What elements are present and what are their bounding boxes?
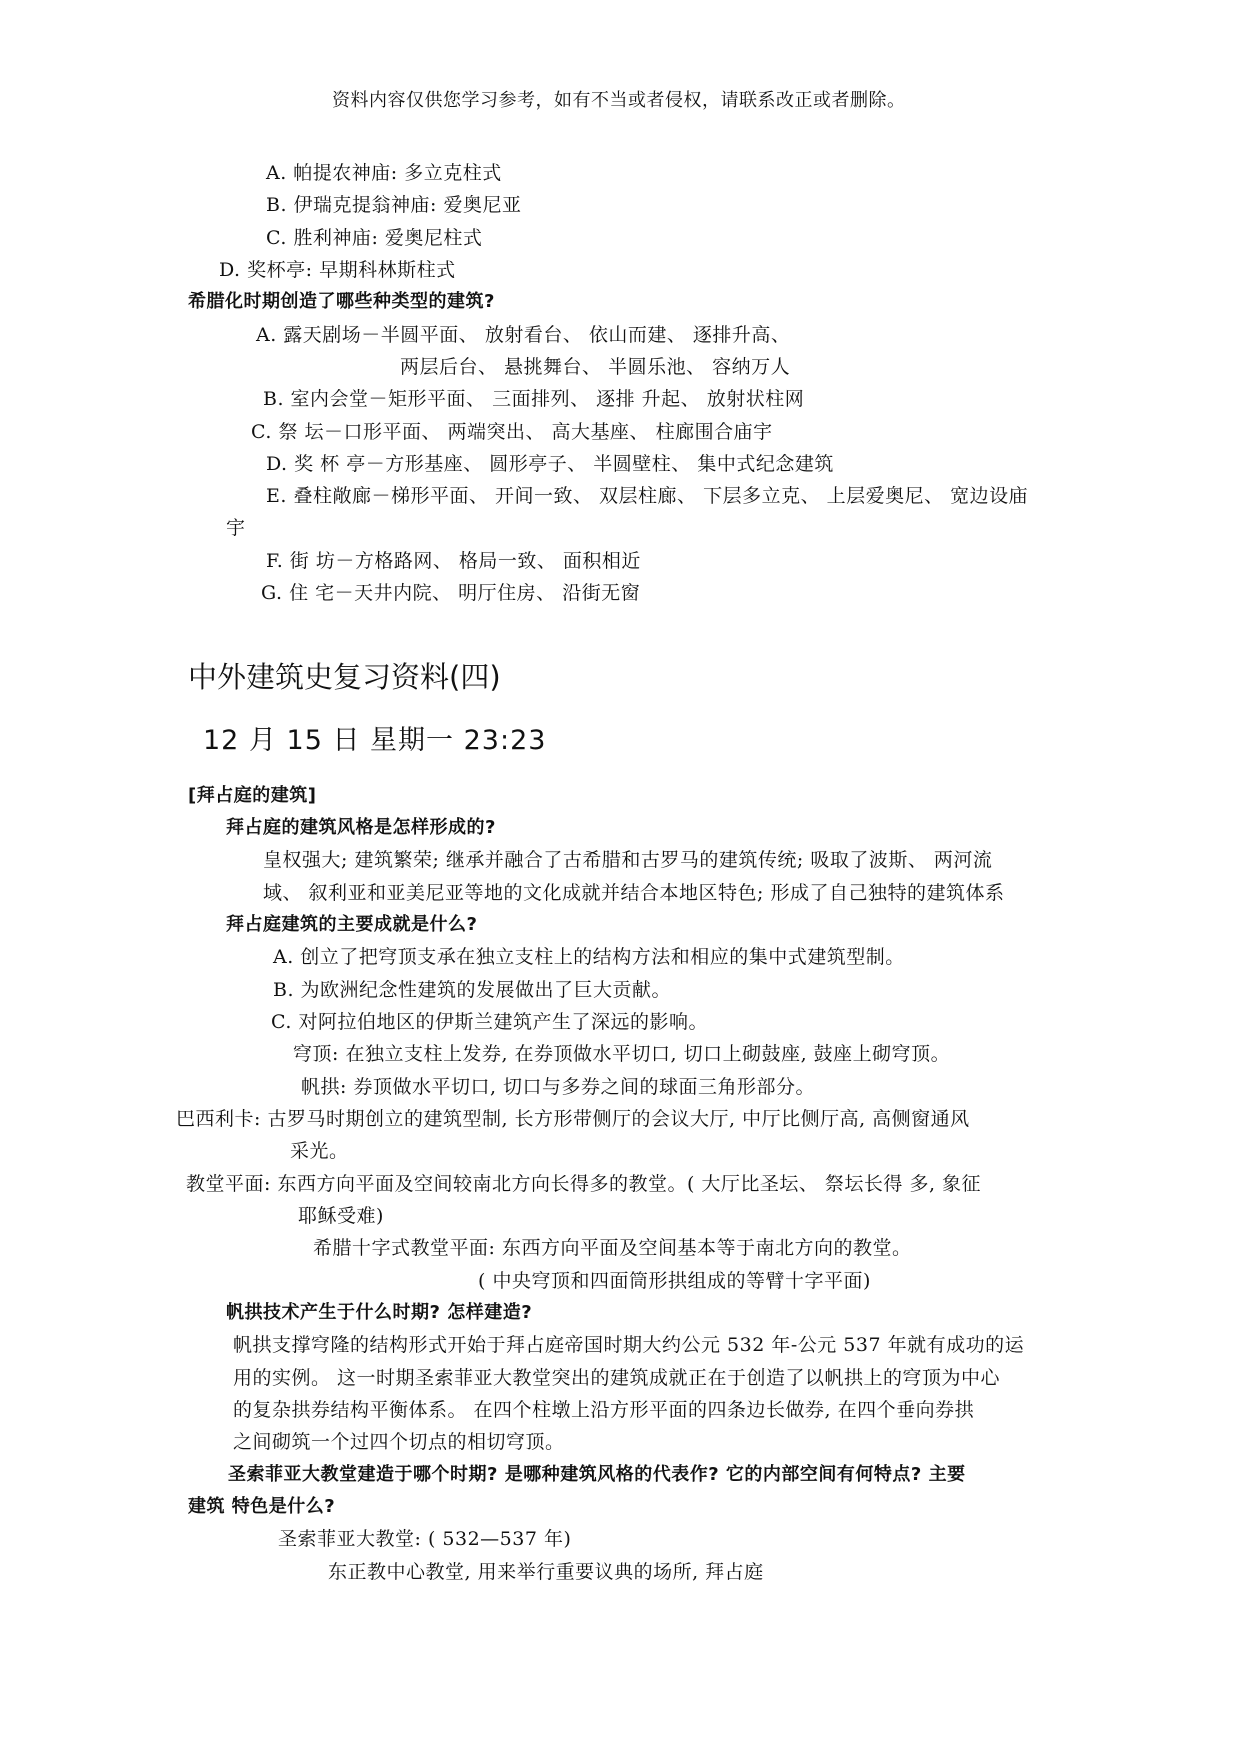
answer-line: A. 创立了把穹顶支承在独立支柱上的结构方法和相应的集中式建筑型制。	[273, 946, 905, 968]
answer-line: B. 为欧洲纪念性建筑的发展做出了巨大贡献。	[273, 979, 672, 1001]
question-heading: 建筑 特色是什么?	[188, 1496, 336, 1517]
question-heading: 拜占庭建筑的主要成就是什么?	[226, 914, 478, 935]
answer-line: 用的实例。 这一时期圣索菲亚大教堂突出的建筑成就正在于创造了以帆拱上的穹顶为中心	[233, 1367, 1001, 1389]
type-line: B. 室内会堂－矩形平面、 三面排列、 逐排 升起、 放射状柱网	[263, 388, 805, 410]
definition-line: 希腊十字式教堂平面: 东西方向平面及空间基本等于南北方向的教堂。	[313, 1237, 912, 1259]
section-heading: [拜占庭的建筑]	[188, 785, 317, 806]
question-heading: 拜占庭的建筑风格是怎样形成的?	[226, 817, 496, 838]
definition-line: 穹顶: 在独立支柱上发券, 在券顶做水平切口, 切口上砌鼓座, 鼓座上砌穹顶。	[293, 1043, 951, 1065]
question-heading: 圣索菲亚大教堂建造于哪个时期? 是哪种建筑风格的代表作? 它的内部空间有何特点? 主要	[228, 1464, 966, 1485]
order-line: B. 伊瑞克提翁神庙: 爱奥尼亚	[266, 194, 522, 216]
answer-line: 东正教中心教堂, 用来举行重要议典的场所, 拜占庭	[328, 1561, 764, 1583]
answer-line: C. 对阿拉伯地区的伊斯兰建筑产生了深远的影响。	[271, 1011, 708, 1033]
question-heading: 帆拱技术产生于什么时期? 怎样建造?	[226, 1302, 533, 1323]
date-line: 12 月 15 日 星期一 23:23	[203, 725, 547, 756]
definition-line: 巴西利卡: 古罗马时期创立的建筑型制, 长方形带侧厅的会议大厅, 中厅比侧厅高, 高侧窗通风	[176, 1108, 970, 1130]
answer-line: 域、 叙利亚和亚美尼亚等地的文化成就并结合本地区特色; 形成了自己独特的建筑体系	[263, 882, 1005, 904]
answer-line: 之间砌筑一个过四个切点的相切穹顶。	[233, 1431, 565, 1453]
answer-line: 圣索菲亚大教堂: ( 532—537 年)	[278, 1528, 572, 1550]
type-line: F. 街 坊－方格路网、 格局一致、 面积相近	[266, 550, 641, 572]
type-line: A. 露天剧场－半圆平面、 放射看台、 依山而建、 逐排升高、	[256, 324, 791, 346]
answer-line: 的复杂拱券结构平衡体系。 在四个柱墩上沿方形平面的四条边长做券, 在四个垂向券拱	[233, 1399, 975, 1421]
page-header-notice: 资料内容仅供您学习参考，如有不当或者侵权，请联系改正或者删除。	[332, 90, 906, 111]
question-heading: 希腊化时期创造了哪些种类型的建筑?	[188, 291, 495, 312]
definition-line: 耶稣受难)	[298, 1205, 384, 1227]
order-line: D. 奖杯亭: 早期科林斯柱式	[219, 259, 456, 281]
type-line: D. 奖 杯 亭－方形基座、 圆形亭子、 半圆壁柱、 集中式纪念建筑	[266, 453, 834, 475]
type-line: C. 祭 坛－口形平面、 两端突出、 高大基座、 柱廊围合庙宇	[251, 421, 773, 443]
type-line: 两层后台、 悬挑舞台、 半圆乐池、 容纳万人	[400, 356, 791, 378]
type-line: E. 叠柱敞廊－梯形平面、 开间一致、 双层柱廊、 下层多立克、 上层爱奥尼、 宽边设庙	[266, 485, 1029, 507]
type-line: G. 住 宅－天井内院、 明厅住房、 沿街无窗	[261, 582, 641, 604]
type-line: 宇	[226, 517, 246, 539]
order-line: A. 帕提农神庙: 多立克柱式	[266, 162, 502, 184]
order-line: C. 胜利神庙: 爱奥尼柱式	[266, 227, 483, 249]
answer-line: 皇权强大; 建筑繁荣; 继承并融合了古希腊和古罗马的建筑传统; 吸取了波斯、 两河流	[263, 849, 993, 871]
page-title: 中外建筑史复习资料(四)	[188, 660, 501, 694]
answer-line: 帆拱支撑穹隆的结构形式开始于拜占庭帝国时期大约公元 532 年-公元 537 年就有成功的运	[233, 1334, 1025, 1356]
definition-line: 采光。	[290, 1140, 349, 1162]
definition-line: ( 中央穹顶和四面筒形拱组成的等臂十字平面)	[478, 1270, 871, 1292]
definition-line: 帆拱: 券顶做水平切口, 切口与多券之间的球面三角形部分。	[301, 1076, 816, 1098]
definition-line: 教堂平面: 东西方向平面及空间较南北方向长得多的教堂。( 大厅比圣坛、 祭坛长得 多, 象征	[186, 1173, 982, 1195]
